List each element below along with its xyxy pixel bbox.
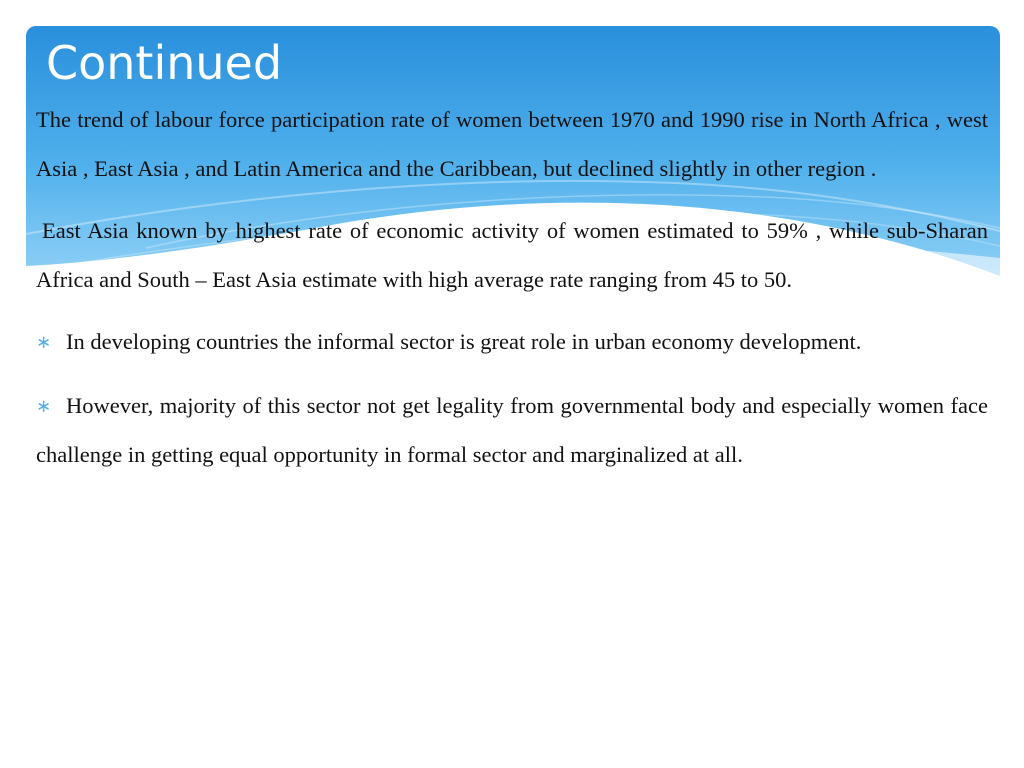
bullet-item-legality bbox=[36, 382, 988, 480]
paragraph-participation-trend: The trend of labour force participation rate of women between 1970 and 1990 rise in North Africa , west Asia , East Asia , and Latin America and the Caribbean, but declined slightly in other region . bbox=[36, 107, 988, 181]
bullet-text: In developing countries the informal sector is great role in urban economy development. bbox=[66, 329, 862, 354]
asterisk-bullet-icon: ∗ bbox=[36, 332, 52, 353]
paragraph-east-asia-rate: East Asia known by highest rate of economic activity of women estimated to 59% , while sub-Sharan Africa and South – East Asia estimate with high average rate ranging from 45 to 50. bbox=[36, 218, 988, 292]
slide-title: Continued bbox=[46, 36, 283, 90]
asterisk-bullet-icon: ∗ bbox=[36, 395, 52, 417]
bullet-item-informal-sector bbox=[36, 318, 988, 368]
slide-body bbox=[36, 96, 988, 480]
bullet-text: However, majority of this sector not get legality from governmental body and especially women face challenge in getting equal opportunity in formal sector and marginalized at all. bbox=[36, 392, 988, 467]
